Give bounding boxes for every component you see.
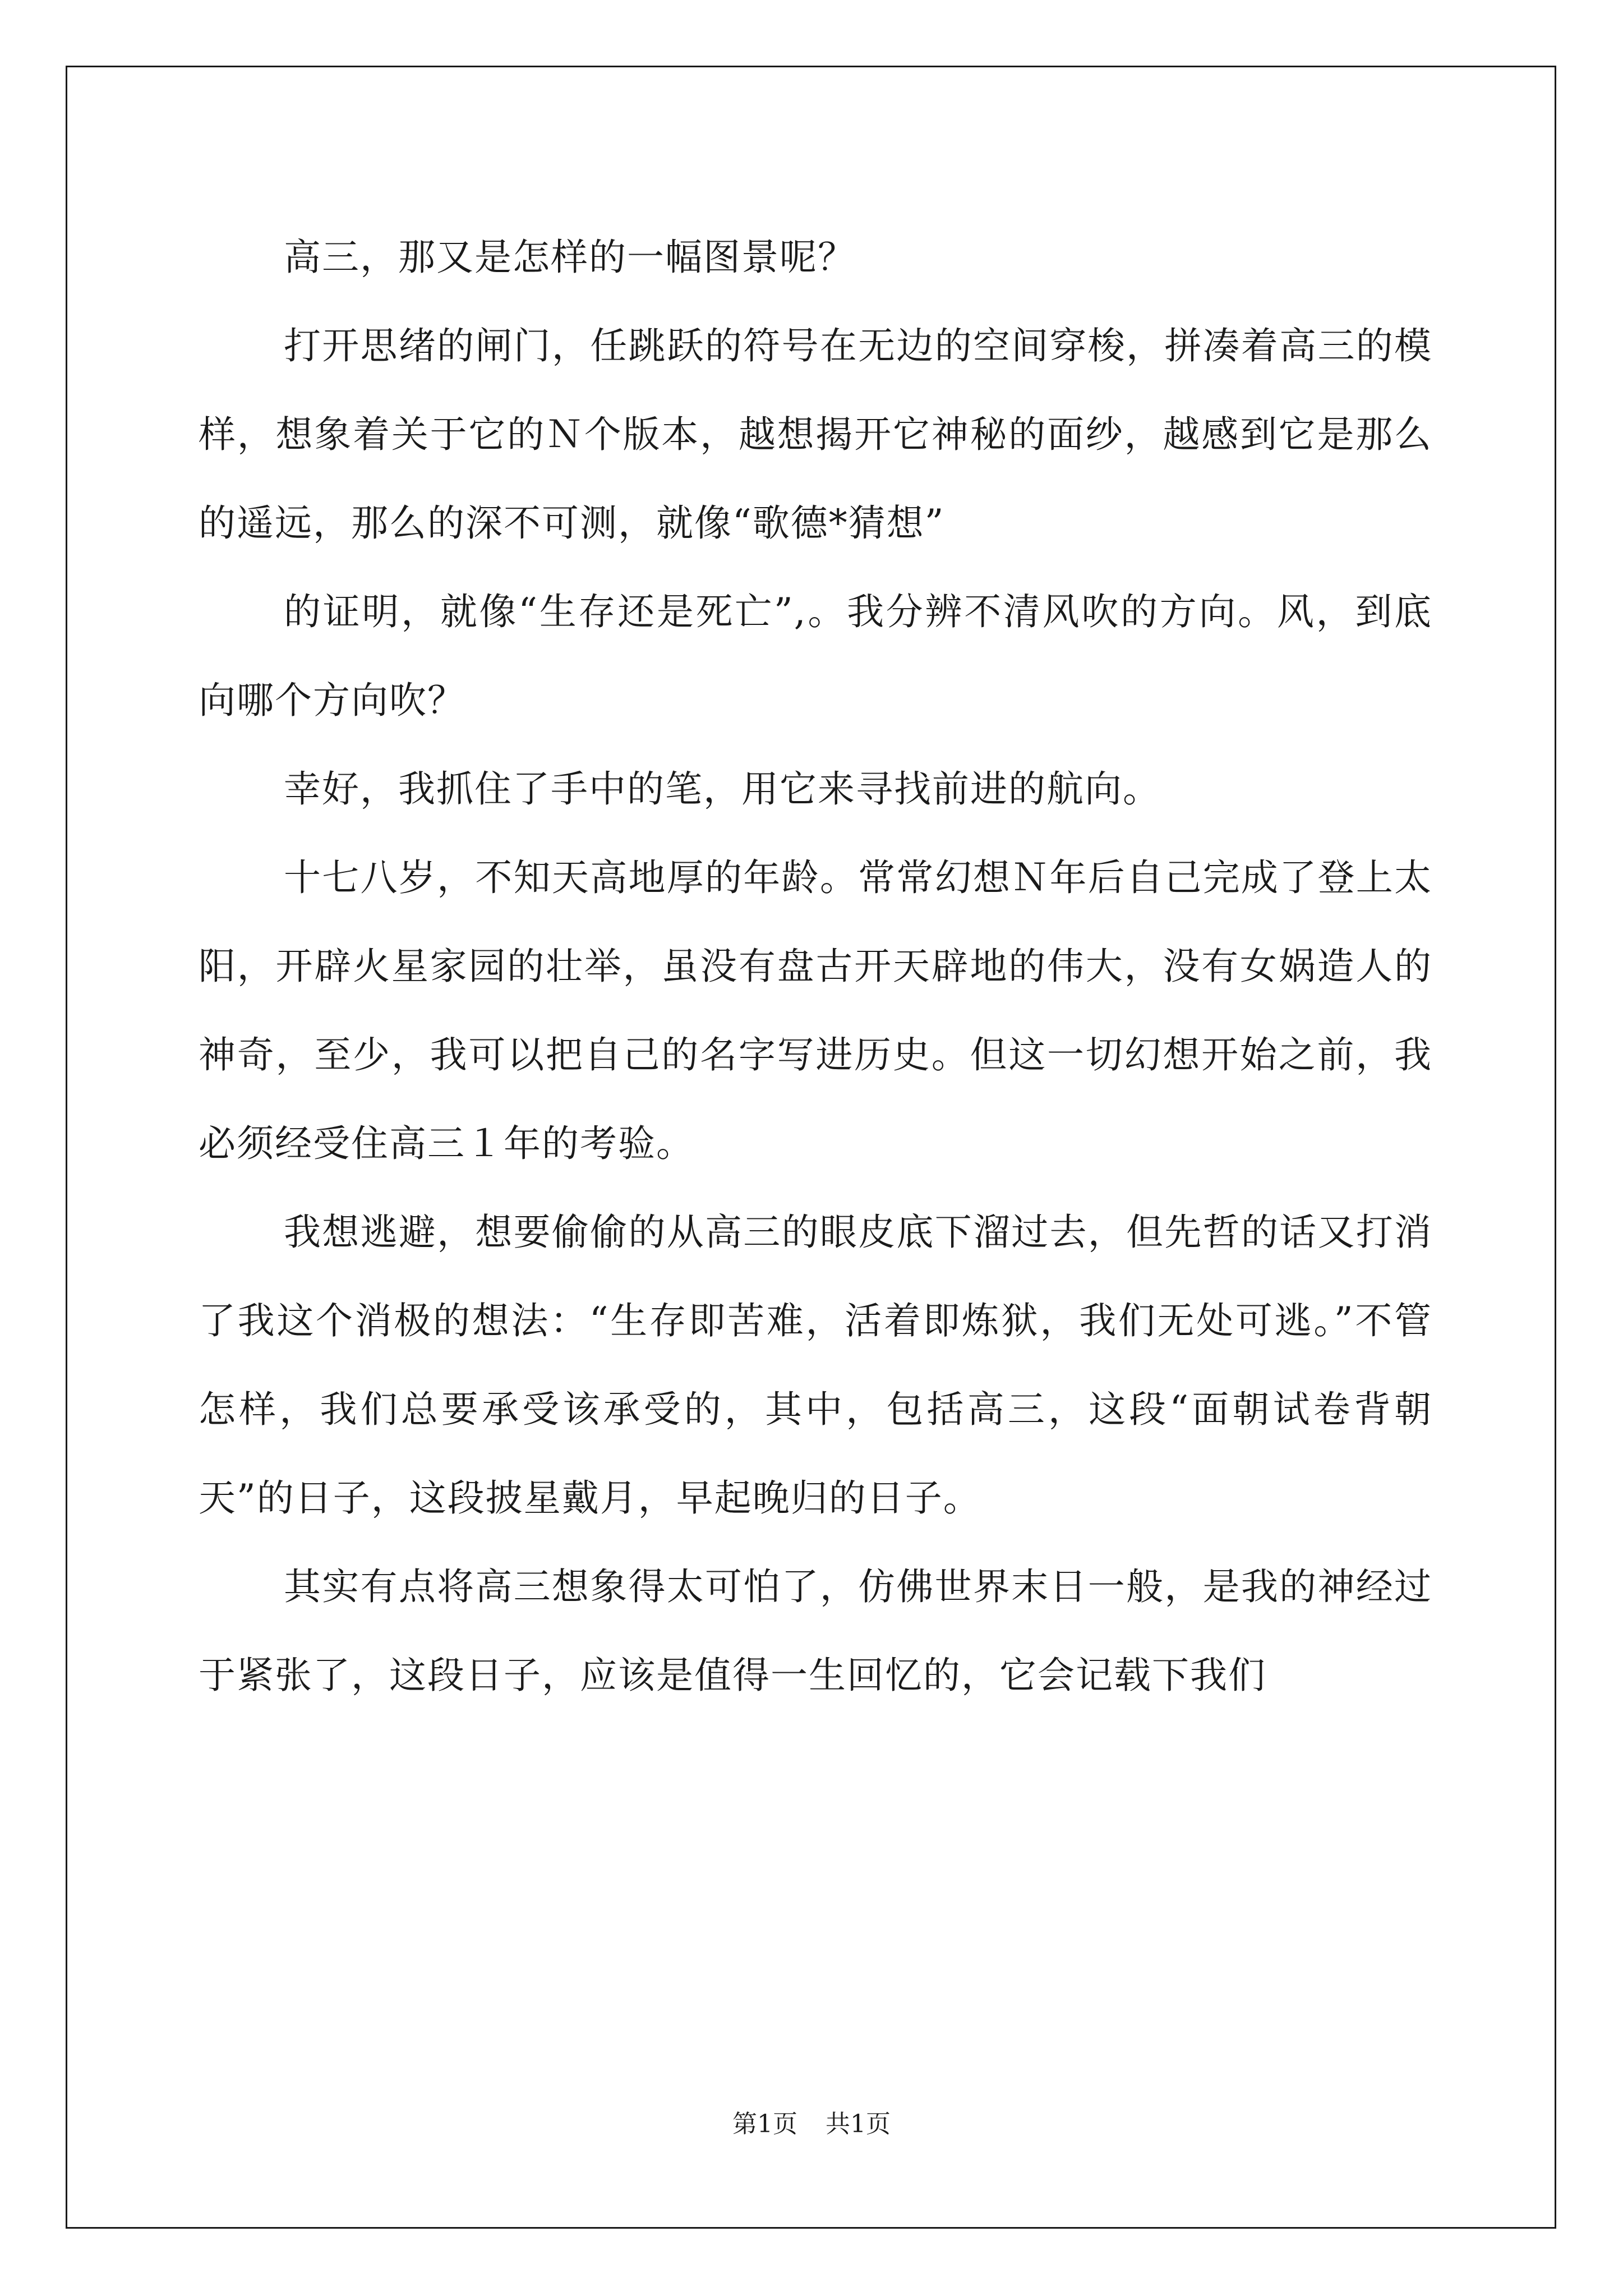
page-footer	[0, 2104, 1623, 2139]
paragraph-1: 高三，那又是怎样的一幅图景呢？	[284, 236, 856, 279]
paragraph-3: 的证明，就像“生存还是死亡”,。我分辨不清风吹的方向。风，到底向哪个方向吹？	[199, 590, 1432, 722]
page-number-total: 共1页	[826, 2110, 891, 2138]
paragraph-6: 我想逃避，想要偷偷的从高三的眼皮底下溜过去，但先哲的话又打消了我这个消极的想法：“生存即苦难，活着即炼狱，我们无处可逃。”不管怎样，我们总要承受该承受的，其中，包括高三，这段“面朝试卷背朝天”的日子，这段披星戴月，早起晚归的日子。	[199, 1211, 1432, 1520]
document-body	[199, 213, 1432, 1720]
paragraph-4: 幸好，我抓住了手中的笔，用它来寻找前进的航向。	[284, 767, 1161, 811]
paragraph-5: 十七八岁，不知天高地厚的年龄。常常幻想Ｎ年后自己完成了登上太阳，开辟火星家园的壮举，虽没有盘古开天辟地的伟大，没有女娲造人的神奇，至少，我可以把自己的名字写进历史。但这一切幻想开始之前，我必须经受住高三１年的考验。	[199, 856, 1432, 1165]
paragraph-2: 打开思绪的闸门，任跳跃的符号在无边的空间穿梭，拼凑着高三的模样，想象着关于它的Ｎ个版本，越想揭开它神秘的面纱，越感到它是那么的遥远，那么的深不可测，就像“歌德*猜想”	[199, 324, 1432, 545]
paragraph-7: 其实有点将高三想象得太可怕了，仿佛世界末日一般，是我的神经过于紧张了，这段日子，应该是值得一生回忆的，它会记载下我们	[199, 1565, 1432, 1697]
page-number-current: 第1页	[732, 2110, 797, 2138]
